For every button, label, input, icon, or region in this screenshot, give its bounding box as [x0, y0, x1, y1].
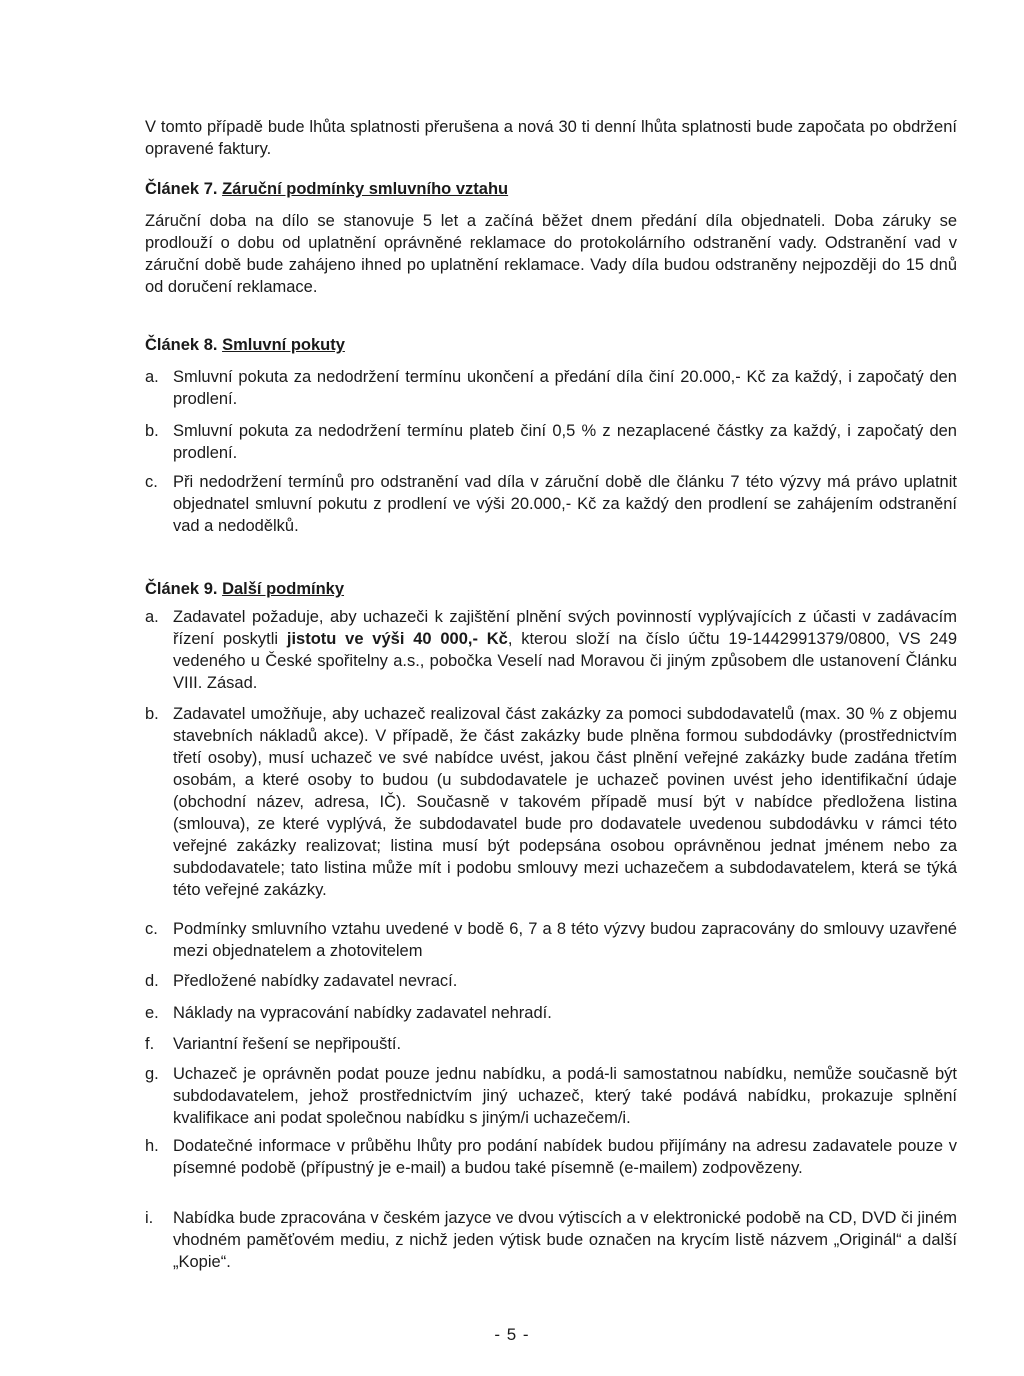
list-item-letter: b. [145, 422, 159, 440]
list-item-text: Nabídka bude zpracována v českém jazyce ve dvou výtiscích a v elektronické podobě na CD, DVD či jiném vhodném paměťovém mediu, z nichž jeden výtisk bude označen na krycím listě názvem „Originál“ a další „Kopie“. [173, 1209, 957, 1271]
list-item-letter: c. [145, 473, 158, 491]
list-item [145, 606, 957, 694]
list-item-letter: f. [145, 1035, 155, 1053]
list-item-text: Variantní řešení se nepřipouští. [173, 1035, 402, 1053]
list-item-text: Podmínky smluvního vztahu uvedené v bodě 6, 7 a 8 této výzvy budou zapracovány do smlouvy uzavřené mezi objednatelem a zhotovitelem [173, 920, 957, 960]
list-item [145, 420, 957, 464]
list-item-letter: a. [145, 368, 159, 386]
list-item-text: Náklady na vypracování nabídky zadavatel nehradí. [173, 1004, 552, 1022]
text-segment: Zadavatel požaduje, aby uchazeči k zajištění plnění svých povinností vyplývajících z účasti v zadávacím řízení poskytli [173, 608, 957, 648]
list-item [145, 918, 957, 962]
list-item [145, 703, 957, 901]
article-8-title: Smluvní pokuty [222, 336, 345, 354]
article-9-number: Článek 9. [145, 580, 218, 598]
list-item [145, 1002, 957, 1024]
list-item-letter: d. [145, 972, 159, 990]
list-item-text: Smluvní pokuta za nedodržení termínu plateb činí 0,5 % z nezaplacené částky za každý, i započatý den prodlení. [173, 422, 957, 462]
list-item-letter: i. [145, 1209, 154, 1227]
list-item-text: Smluvní pokuta za nedodržení termínu ukončení a předání díla činí 20.000,- Kč za každý, i započatý den prodlení. [173, 368, 957, 408]
list-item-letter: b. [145, 705, 159, 723]
intro-paragraph: V tomto případě bude lhůta splatnosti přerušena a nová 30 ti denní lhůta splatnosti bude započata po obdržení opravené faktury. [145, 118, 957, 158]
list-item [145, 1135, 957, 1179]
list-item-letter: a. [145, 608, 159, 626]
article-7-title: Záruční podmínky smluvního vztahu [222, 180, 509, 198]
list-item [145, 1063, 957, 1129]
article-9-title: Další podmínky [222, 580, 345, 598]
list-item-letter: e. [145, 1004, 159, 1022]
article-7-number: Článek 7. [145, 180, 218, 198]
article-7-paragraph: Záruční doba na dílo se stanovuje 5 let a začíná běžet dnem předání díla objednateli. Doba záruky se prodlouží o dobu od uplatnění oprávněné reklamace do protokolárního odstranění vady. Odstranění vad v záruční době bude zahájeno ihned po uplatnění reklamace. Vady díla budou odstraněny nejpozději do 15 dnů od doručení reklamace. [145, 212, 957, 296]
list-item-text: Zadavatel umožňuje, aby uchazeč realizoval část zakázky za pomoci subdodavatelů (max. 30 % z objemu stavebních nákladů akce). V případě, že část zakázky bude plněna formou subdodávky (prostřednictvím třetí osoby), musí uchazeč ve své nabídce uvést, jakou část plnění veřejné zakázky bude zadána třetím osobám, a které osoby to budou (u subdodavatele je uchazeč povinen uvést jeho identifikační údaje (obchodní název, adresa, IČ). Současně v takovém případě musí být v nabídce předložena listina (smlouva), ze které vyplývá, že subdodavatel bude pro dodavatele uvedenou subdodávku v rámci této veřejné zakázky realizovat; listina musí být podepsána osobou oprávněnou jednat jménem nebo za subdodavatele; tato listina může mít i podobu smlouvy mezi uchazečem a subdodavatelem, která se týká této veřejné zakázky. [173, 705, 957, 899]
list-item [145, 1033, 957, 1055]
list-item-text: Dodatečné informace v průběhu lhůty pro podání nabídek budou přijímány na adresu zadavatele pouze v písemné podobě (přípustný je e-mail) a budou také písemně (e-mailem) zodpovězeny. [173, 1137, 957, 1177]
list-item-text: Předložené nabídky zadavatel nevrací. [173, 972, 458, 990]
list-item-text: Uchazeč je oprávněn podat pouze jednu nabídku, a podá-li samostatnou nabídku, nemůže současně být subdodavatelem, jehož prostřednictvím jiný uchazeč, který také podává nabídku, prokazuje splnění kvalifikace ani podat společnou nabídku s jiným/i uchazečem/i. [173, 1065, 957, 1127]
article-8-number: Článek 8. [145, 336, 218, 354]
bond-amount: jistotu ve výši 40 000,- Kč [286, 630, 508, 648]
list-item-letter: g. [145, 1065, 159, 1083]
list-item-letter: h. [145, 1137, 159, 1155]
list-item [145, 970, 957, 992]
list-item-text [173, 606, 957, 694]
list-item-text: Při nedodržení termínů pro odstranění vad díla v záruční době dle článku 7 této výzvy má právo uplatnit objednatel smluvní pokutu z prodlení ve výši 20.000,- Kč za každý den prodlení se zahájením odstranění vad a nedodělků. [173, 473, 957, 535]
list-item [145, 471, 957, 537]
text-segment: , kterou složí na číslo účtu 19-1442991379/0800, VS 249 vedeného u České spořitelny a.s., pobočka Veselí nad Moravou či jiným způsobem dle ustanovení Článku VIII. Zásad. [173, 630, 957, 692]
article-7-heading [145, 178, 508, 200]
list-item-letter: c. [145, 920, 158, 938]
article-8-heading [145, 334, 345, 356]
article-9-heading [145, 578, 344, 600]
list-item [145, 366, 957, 410]
list-item [145, 1207, 957, 1273]
page-number: - 5 - [494, 1325, 530, 1344]
